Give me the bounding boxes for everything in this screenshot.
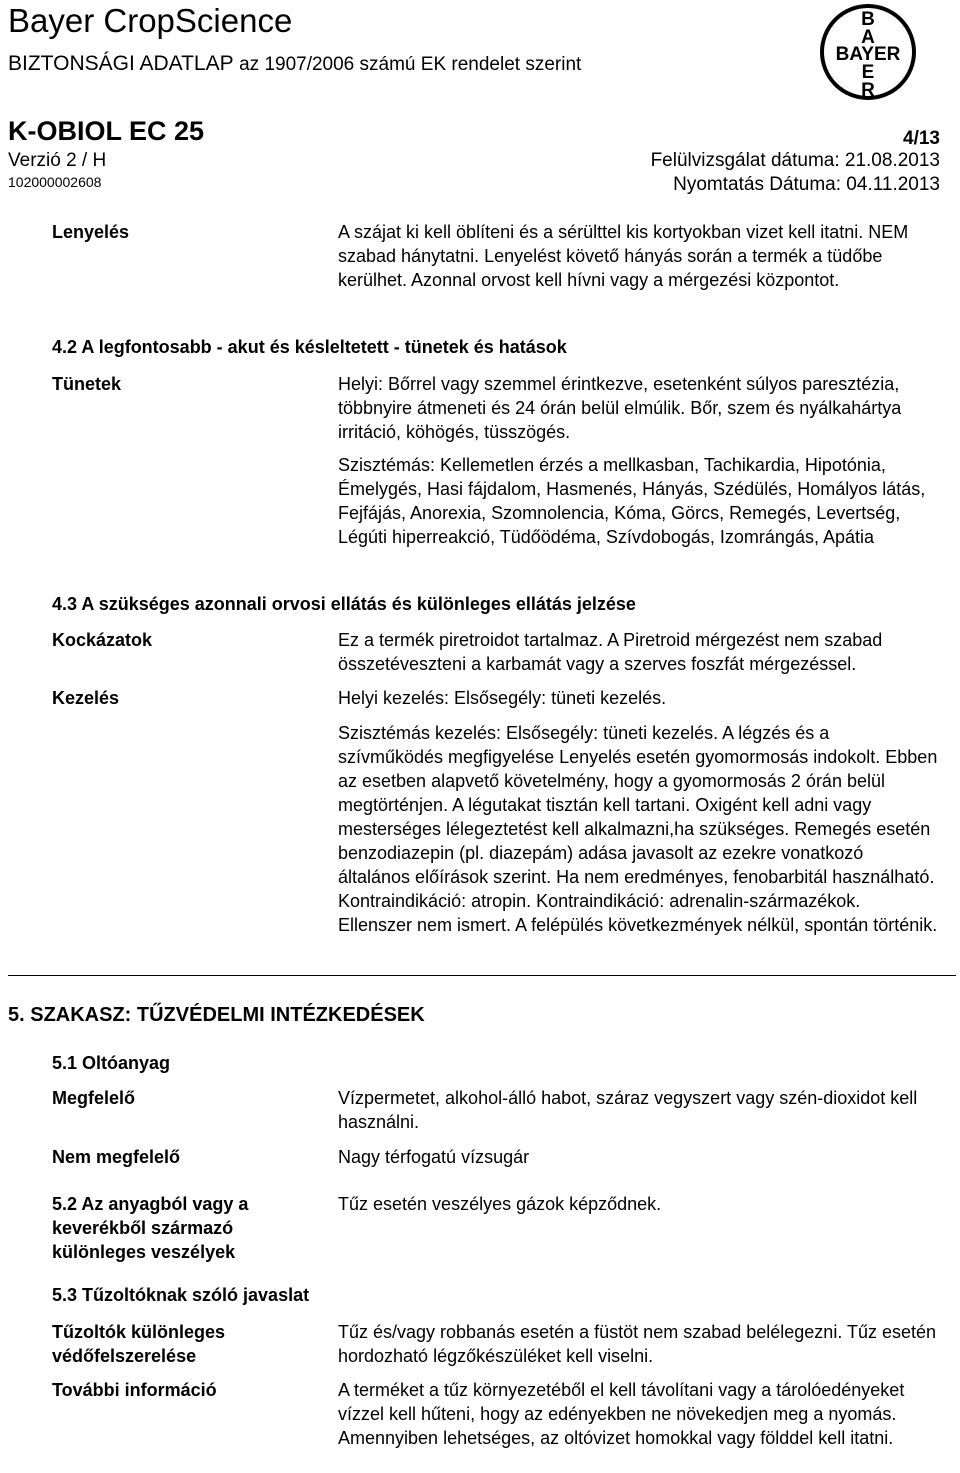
risks-label: Kockázatok [52, 630, 153, 650]
logo-letter-e: E [861, 62, 875, 83]
document-identifier: 102000002608 [8, 174, 102, 190]
unsuitable-media-text: Nagy térfogatú vízsugár [338, 1147, 530, 1167]
regulation-reference: az 1907/2006 számú EK rendelet szerint [239, 54, 582, 75]
special-hazards-label-line-3: különleges veszélyek [52, 1242, 236, 1262]
page-number: 4/13 [903, 128, 940, 149]
firefighter-ppe-label [52, 1320, 225, 1368]
risks-text: Ez a termék piretroidot tartalmaz. A Piretroid mérgezést nem szabad összetéveszteni a karbamát vagy a szerves foszfát mérgezéssel. [338, 630, 883, 674]
product-name: K-OBIOL EC 25 [8, 116, 205, 146]
treatment-local-text: Helyi kezelés: Elsősegély: tüneti kezelés. [338, 688, 667, 708]
logo-letter-r: R [861, 80, 875, 101]
section-divider [8, 975, 956, 976]
special-hazards-label-line-2: keverékből származó [52, 1218, 234, 1238]
symptoms-label: Tünetek [52, 374, 122, 394]
doc-type-title: BIZTONSÁGI ADATLAP [8, 52, 234, 75]
section-5-3-heading: 5.3 Tűzoltóknak szóló javaslat [52, 1285, 310, 1305]
section-4-3-heading: 4.3 A szükséges azonnali orvosi ellátás és különleges ellátás jelzése [52, 594, 636, 614]
treatment-label: Kezelés [52, 688, 120, 708]
logo-letter-b: B [861, 9, 875, 30]
unsuitable-media-label: Nem megfelelő [52, 1147, 181, 1167]
suitable-media-label: Megfelelő [52, 1088, 136, 1108]
bayer-cross-logo [818, 2, 918, 102]
ingestion-text: A szájat ki kell öblíteni és a sérülttel kis kortyokban vizet kell itatni. NEM szabad hánytatni. Lenyelést követő hányás során a termék a tüdőbe kerülhet. Azonnal orvost kell hívni vagy a mérgezési központot. [338, 222, 909, 290]
further-info-text: A terméket a tűz környezetéből el kell távolítani vagy a tárolóedényeket vízzel kell hűteni, hogy az edényekben ne növekedjen meg a nyomás. Amennyiben lehetséges, az oltóvizet homokkal vagy földdel kell itatni. [338, 1380, 905, 1448]
section-5-title: 5. SZAKASZ: TŰZVÉDELMI INTÉZKEDÉSEK [8, 1004, 425, 1026]
special-hazards-label-line-1: 5.2 Az anyagból vagy a [52, 1194, 249, 1214]
firefighter-ppe-text: Tűz és/vagy robbanás esetén a füstöt nem szabad belélegezni. Tűz esetén hordozható légzőkészüléket kell viselni. [338, 1322, 937, 1366]
firefighter-ppe-label-line-2: védőfelszerelése [52, 1346, 197, 1366]
symptoms-systemic-text: Szisztémás: Kellemetlen érzés a mellkasban, Tachikardia, Hipotónia, Émelygés, Hasi fájdalom, Hasmenés, Hányás, Szédülés, Homályos látás, Fejfájás, Anorexia, Szomnolencia, Kóma, Görcs, Remegés, Levertség, Légúti hiperreakció, Tüdőödéma, Szívdobogás, Izomrángás, Apátia [338, 455, 926, 547]
suitable-media-text: Vízpermetet, alkohol-álló habot, száraz vegyszert vagy szén-dioxidot kell használni. [338, 1088, 918, 1132]
special-hazards-text: Tűz esetén veszélyes gázok képződnek. [338, 1194, 662, 1214]
special-hazards-label [52, 1192, 248, 1264]
company-name: Bayer CropScience [8, 2, 293, 39]
revision-date: Felülvizsgálat dátuma: 21.08.2013 [650, 150, 940, 171]
version: Verzió 2 / H [8, 150, 107, 171]
document-type [8, 52, 581, 76]
further-info-label: További információ [52, 1380, 217, 1400]
logo-row-bayer: BAYER [835, 44, 901, 65]
firefighter-ppe-label-line-1: Tűzoltók különleges [52, 1322, 226, 1342]
treatment-systemic-text: Szisztémás kezelés: Elsősegély: tüneti kezelés. A légzés és a szívműködés megfigyelése Lenyelés esetén gyomormosás indokolt. Ebben az esetben alapvető követelmény, hogy a gyomormosás 2 órán belül megtörténjen. A légutakat tisztán kell tartani. Oxigént kell adni vagy mesterséges lélegeztetést kell alkalmazni,ha szükséges. Remegés esetén benzodiazepin (pl. diazepám) adása javasolt az ezekre vonatkozó általános előírások szerint. Ha nem eredményes, fenobarbitál használható. Kontraindikáció: atropin. Kontraindikáció: adrenalin-származékok. Ellenszer nem ismert. A felépülés következmények nélkül, spontán történik. [338, 723, 938, 935]
ingestion-label: Lenyelés [52, 222, 130, 242]
print-date: Nyomtatás Dátuma: 04.11.2013 [673, 174, 940, 195]
section-5-1-heading: 5.1 Oltóanyag [52, 1053, 171, 1073]
symptoms-local-text: Helyi: Bőrrel vagy szemmel érintkezve, esetenként súlyos paresztézia, többnyire átmeneti és 24 órán belül elmúlik. Bőr, szem és nyálkahártya irritáció, köhögés, tüsszögés. [338, 374, 902, 442]
section-4-2-heading: 4.2 A legfontosabb - akut és késleltetett - tünetek és hatások [52, 337, 567, 357]
logo-letter-a: A [861, 27, 875, 48]
